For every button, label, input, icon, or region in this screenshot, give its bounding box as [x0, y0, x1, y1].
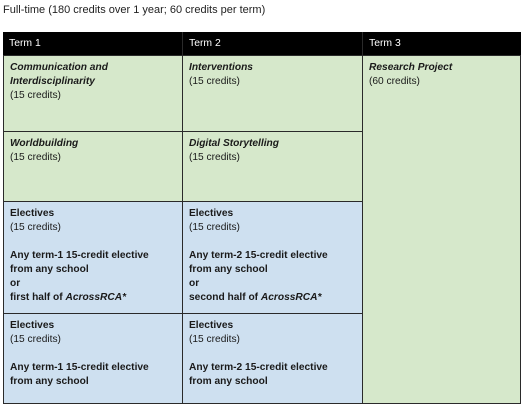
header-term-1: Term 1	[3, 32, 182, 55]
elective-description: from any school	[189, 376, 268, 387]
module-title: Interventions	[189, 62, 253, 73]
module-title: Electives	[189, 320, 234, 331]
elective-description: from any school	[10, 264, 89, 275]
module-credits: (15 credits)	[189, 76, 240, 87]
module-credits: (15 credits)	[189, 334, 240, 345]
module-title: Electives	[10, 208, 55, 219]
cell-worldbuilding	[4, 132, 182, 201]
curriculum-table	[3, 32, 521, 404]
cell-term1-electives-a	[4, 202, 182, 313]
module-title: Communication and	[10, 62, 108, 73]
module-credits: (15 credits)	[189, 222, 240, 233]
module-title: Electives	[10, 320, 55, 331]
module-credits: (60 credits)	[369, 76, 420, 87]
elective-acrossrca: first half of AcrossRCA*	[10, 292, 127, 303]
cell-communication-interdisciplinarity	[4, 56, 182, 131]
elective-or: or	[189, 278, 200, 289]
cell-term2-electives-b	[183, 314, 362, 403]
module-title: Worldbuilding	[10, 138, 79, 149]
module-title: Electives	[189, 208, 234, 219]
module-credits: (15 credits)	[10, 334, 61, 345]
elective-description: from any school	[189, 264, 268, 275]
header-term-2: Term 2	[183, 32, 362, 55]
elective-acrossrca: second half of AcrossRCA*	[189, 292, 322, 303]
cell-digital-storytelling	[183, 132, 362, 201]
cell-term1-electives-b	[4, 314, 182, 403]
module-credits: (15 credits)	[10, 152, 61, 163]
table-caption: Full-time (180 credits over 1 year; 60 credits per term)	[3, 4, 266, 16]
elective-description: from any school	[10, 376, 89, 387]
module-title: Research Project	[369, 62, 453, 73]
elective-description: Any term-2 15-credit elective	[189, 250, 328, 261]
elective-or: or	[10, 278, 21, 289]
header-term-3: Term 3	[363, 32, 521, 55]
elective-description: Any term-2 15-credit elective	[189, 362, 328, 373]
cell-research-project	[363, 56, 520, 403]
module-title: Interdisciplinarity	[10, 76, 95, 87]
module-title: Digital Storytelling	[189, 138, 279, 149]
elective-description: Any term-1 15-credit elective	[10, 362, 149, 373]
elective-description: Any term-1 15-credit elective	[10, 250, 149, 261]
cell-interventions	[183, 56, 362, 131]
module-credits: (15 credits)	[10, 222, 61, 233]
module-credits: (15 credits)	[10, 90, 61, 101]
module-credits: (15 credits)	[189, 152, 240, 163]
cell-term2-electives-a	[183, 202, 362, 313]
